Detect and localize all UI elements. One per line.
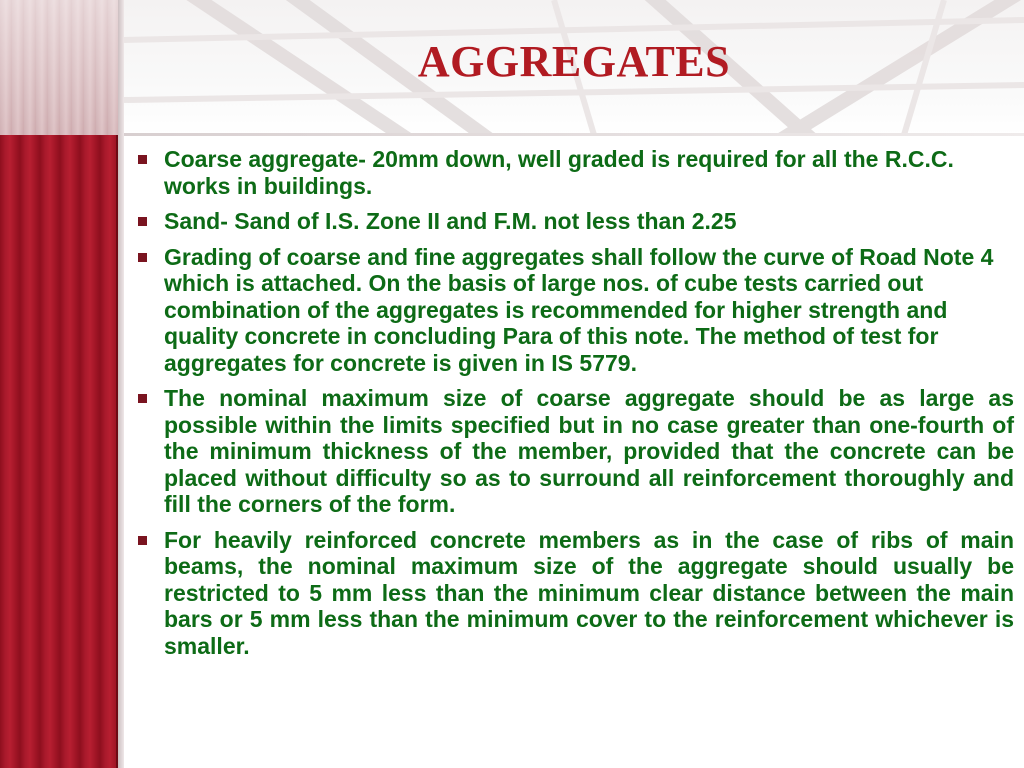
sidebar-top-decoration: [0, 0, 118, 135]
bullet-text: Grading of coarse and fine aggregates shall follow the curve of Road Note 4 which is attached. On the basis of large nos. of cube tests carried out combination of the aggregates is recommended for higher strength and quality concrete in concluding Para of this note. The method of test for aggregates for concrete is given in IS 5779.: [164, 243, 994, 376]
square-bullet-icon: [138, 394, 147, 403]
bullet-text: The nominal maximum size of coarse aggregate should be as large as possible within the limits specified but in no case greater than one-fourth of the minimum thickness of the member, provided that the concrete can be placed without difficulty so as to surround all reinforcement thoroughly and fill the corners of the form.: [164, 385, 1014, 517]
bullet-item: [138, 208, 1014, 235]
header-divider: [124, 133, 1024, 136]
bullet-text: Sand- Sand of I.S. Zone II and F.M. not less than 2.25: [164, 208, 737, 234]
square-bullet-icon: [138, 155, 147, 164]
bullet-item: [138, 244, 1014, 377]
bullet-item: [138, 385, 1014, 518]
square-bullet-icon: [138, 253, 147, 262]
bullet-item: [138, 527, 1014, 660]
slide-title: AGGREGATES: [417, 37, 731, 86]
square-bullet-icon: [138, 536, 147, 545]
bullet-item: [138, 146, 1014, 199]
square-bullet-icon: [138, 217, 147, 226]
bullet-text: For heavily reinforced concrete members as in the case of ribs of main beams, the nominal maximum size of the aggregate should usually be restricted to 5 mm less than the minimum clear distance between the main bars or 5 mm less than the minimum cover to the reinforcement whichever is smaller.: [164, 526, 1014, 659]
bullet-list: [138, 146, 1014, 668]
bullet-text: Coarse aggregate- 20mm down, well graded is required for all the R.C.C. works in buildings.: [164, 146, 954, 199]
